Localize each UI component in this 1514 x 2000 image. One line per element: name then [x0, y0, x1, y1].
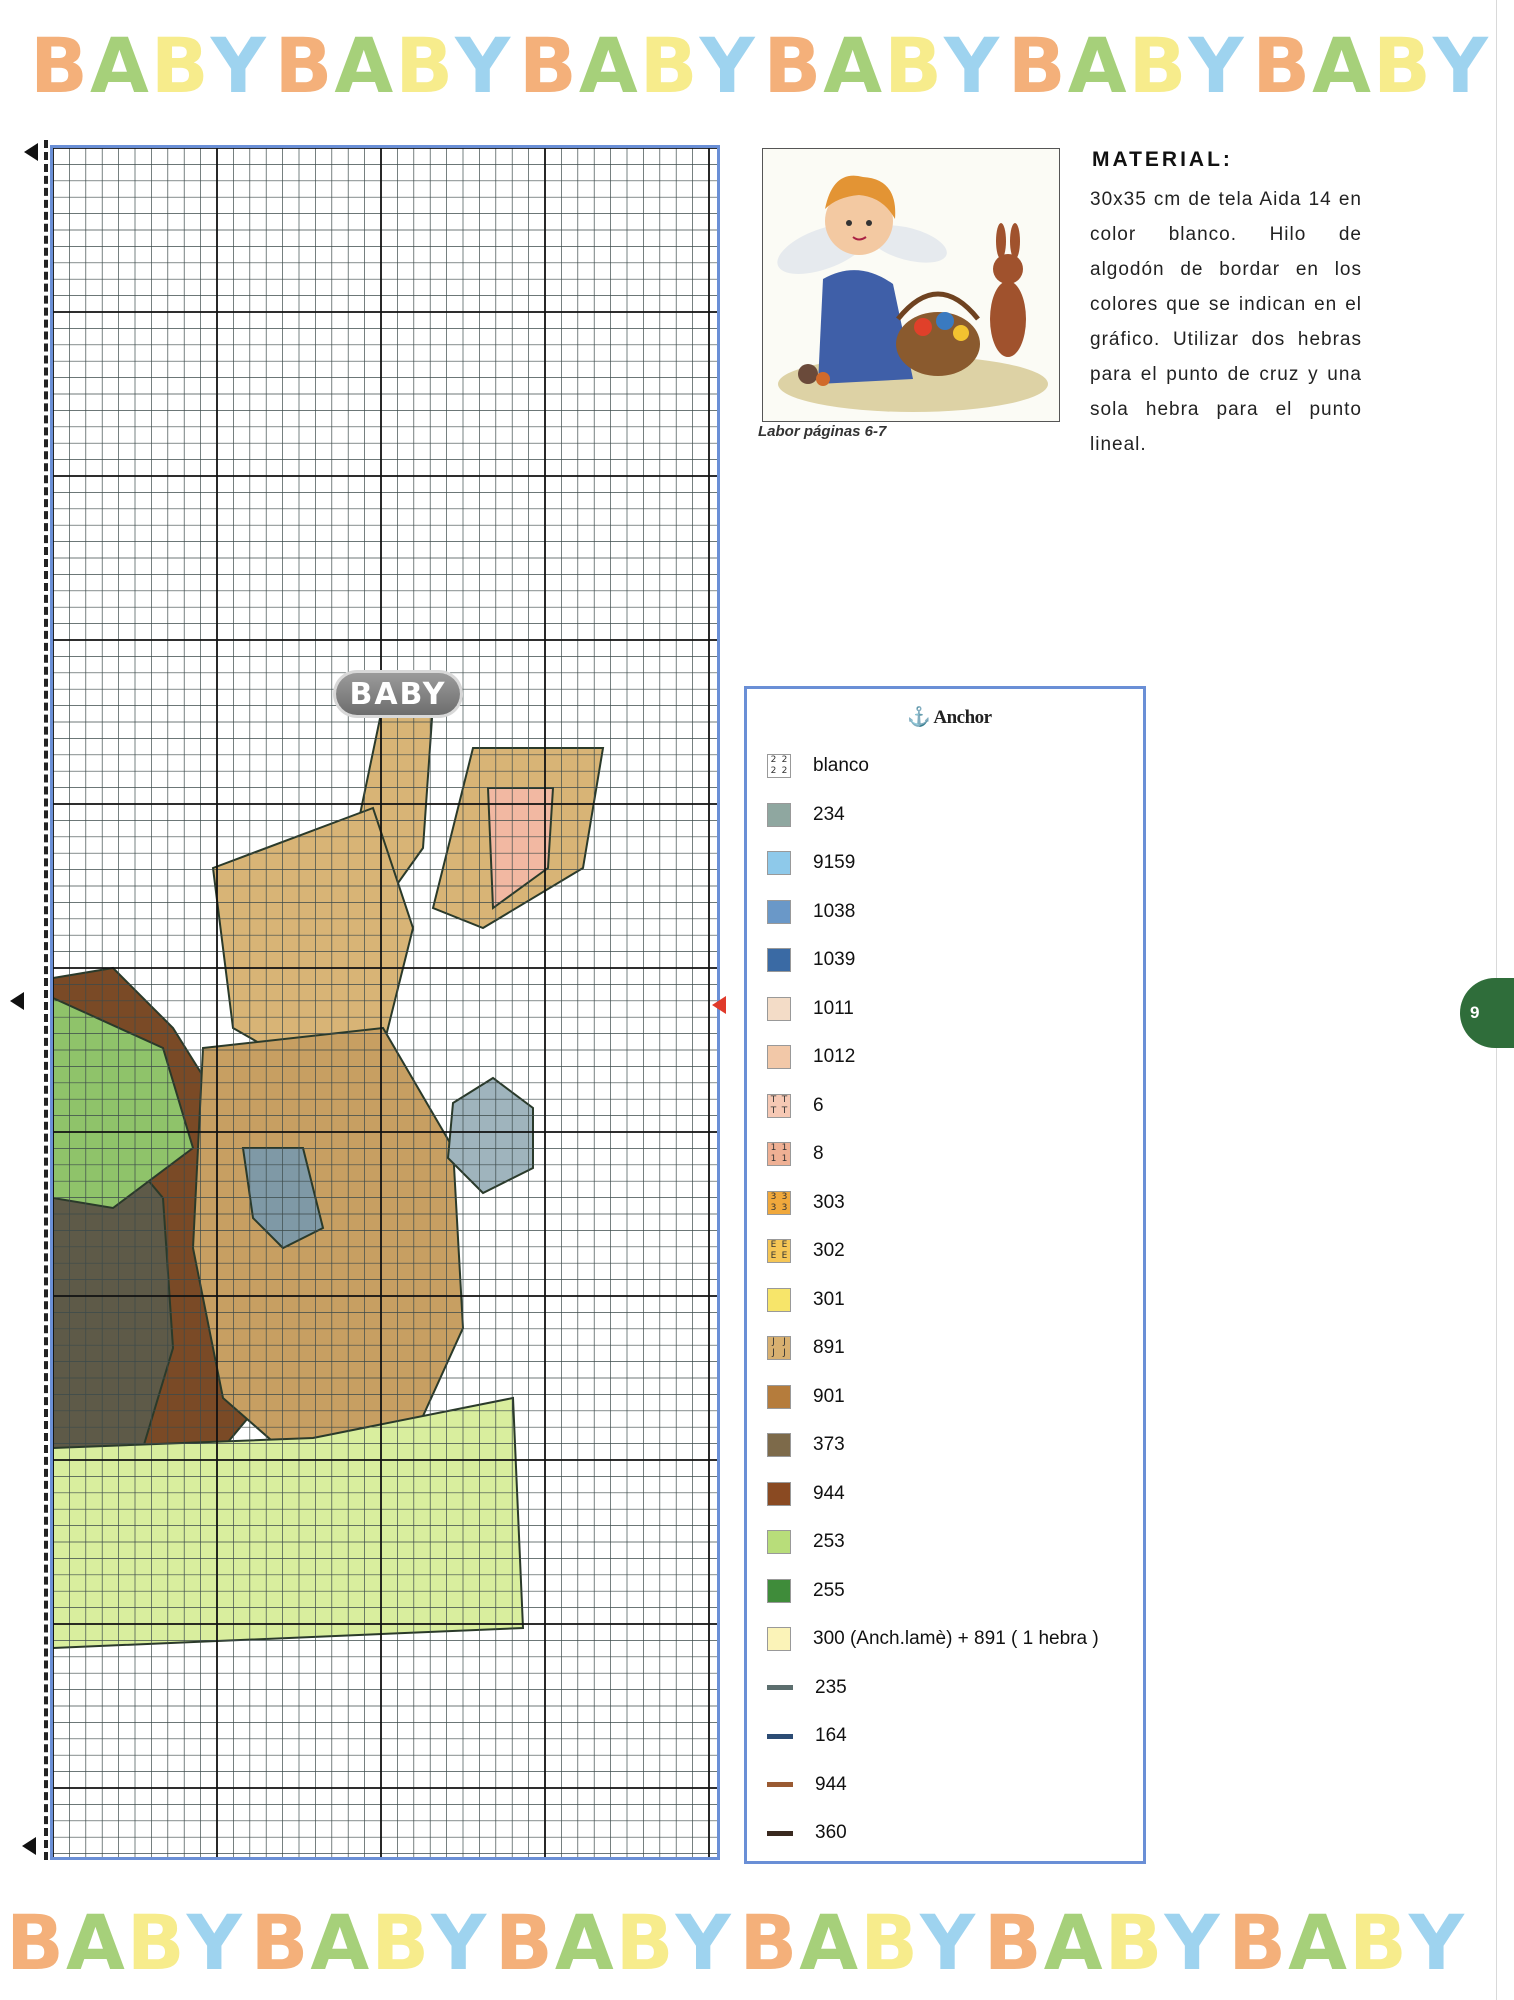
legend-item [767, 1624, 1099, 1654]
swatch-symbol: 3 [770, 1202, 777, 1213]
guide-arrow-middle-icon [10, 992, 24, 1010]
banner-letter: Y [455, 20, 513, 110]
banner-letter: Y [431, 1897, 489, 1987]
banner-letter: B [274, 20, 335, 110]
banner-letter: B [1252, 20, 1313, 110]
swatch-symbol: T [781, 1105, 788, 1116]
swatch-symbol: 1 [770, 1154, 777, 1164]
banner-letter: B [763, 20, 824, 110]
banner-letter: A [1288, 1897, 1349, 1987]
banner-letter: B [884, 20, 945, 110]
swatch-symbol: 2 [770, 755, 777, 765]
banner-letter: Y [920, 1897, 978, 1987]
banner-letter: A [65, 1897, 127, 1987]
banner-letter: Y [210, 20, 268, 110]
legend-item-label: 1011 [813, 997, 854, 1019]
top-banner [30, 20, 1490, 110]
thread-color-swatch [767, 851, 791, 875]
legend-item-label: 8 [813, 1143, 824, 1164]
banner-letter: B [1007, 20, 1068, 110]
banner-letter: B [860, 1897, 921, 1987]
banner-letter: A [578, 20, 640, 110]
thread-color-swatch [767, 1530, 791, 1554]
legend-item [767, 1721, 847, 1751]
chart-logo-text: BABY [349, 676, 447, 712]
thread-color-swatch [767, 1433, 791, 1457]
legend-item [767, 1091, 824, 1121]
banner-letter: B [639, 20, 700, 110]
center-marker-icon [712, 996, 726, 1014]
banner-word [519, 21, 757, 110]
banner-letter: A [823, 20, 885, 110]
legend-item-label: 944 [813, 1482, 845, 1504]
cross-stitch-chart [50, 145, 720, 1860]
legend-item [767, 1527, 845, 1557]
banner-word [6, 1898, 244, 1987]
banner-word [763, 21, 1001, 110]
banner-letter: Y [699, 20, 757, 110]
thread-color-swatch [767, 1482, 791, 1506]
swatch-symbol: E [770, 1240, 777, 1250]
banner-letter: Y [1188, 20, 1246, 110]
banner-word [739, 1898, 977, 1987]
page-number: 9 [1470, 1003, 1480, 1022]
backstitch-line-swatch [767, 1734, 793, 1739]
banner-letter: B [1104, 1897, 1165, 1987]
thread-color-swatch [767, 997, 791, 1021]
legend-item-label: 901 [813, 1385, 845, 1407]
banner-word [274, 21, 512, 110]
banner-letter: B [615, 1897, 676, 1987]
swatch-symbol: 1 [781, 1154, 788, 1164]
banner-word [1228, 1898, 1466, 1987]
guide-arrow-bottom-icon [22, 1837, 36, 1855]
legend-item [767, 1430, 845, 1460]
banner-letter: B [30, 20, 90, 110]
swatch-symbol: 1 [770, 1143, 777, 1153]
legend-item-label: 255 [813, 1579, 845, 1601]
banner-letter: B [395, 20, 456, 110]
legend-item-label: 6 [813, 1094, 824, 1116]
swatch-symbol: 3 [770, 1191, 777, 1202]
material-text: 30x35 cm de tela Aida 14 en color blanco. Hilo de algodón de bordar en los colores que se indican en el gráfico. Utilizar dos hebras para el punto de cruz y una sola hebra para el punto lineal. [1090, 189, 1362, 455]
legend-item-label: 1038 [813, 900, 856, 922]
legend-item [767, 751, 869, 781]
banner-letter: Y [1432, 20, 1490, 110]
legend-item-label: 1039 [813, 949, 856, 970]
angel-bunny-illustration [763, 149, 1059, 421]
anchor-brand-text: Anchor [933, 707, 992, 728]
banner-letter: B [1128, 20, 1189, 110]
backstitch-line-swatch [767, 1782, 793, 1787]
legend-item-label: 944 [815, 1773, 847, 1795]
banner-letter: Y [675, 1897, 733, 1987]
thread-color-swatch [767, 1045, 791, 1069]
legend-item [767, 1285, 845, 1315]
legend-item [767, 848, 855, 878]
banner-letter: B [1348, 1897, 1409, 1987]
banner-letter: B [126, 1897, 187, 1987]
legend-item [767, 1770, 847, 1800]
legend-item [767, 945, 855, 975]
finished-work-photo [762, 148, 1060, 422]
chart-logo [336, 673, 460, 715]
banner-word [1008, 21, 1246, 110]
banner-letter: Y [1164, 1897, 1222, 1987]
thread-color-swatch [767, 754, 791, 778]
swatch-symbol: J [772, 1348, 775, 1358]
banner-word [495, 1898, 733, 1987]
photo-caption: Labor páginas 6-7 [758, 423, 887, 440]
banner-letter: B [150, 20, 211, 110]
banner-letter: B [1228, 1897, 1289, 1987]
banner-letter: B [1372, 20, 1433, 110]
backstitch-line-swatch [767, 1831, 793, 1836]
swatch-symbol: J [772, 1337, 775, 1347]
legend-item-label: 303 [813, 1191, 845, 1213]
thread-color-swatch [767, 1288, 791, 1312]
banner-letter: A [89, 20, 151, 110]
swatch-symbol: J [783, 1348, 786, 1358]
thread-color-swatch [767, 1191, 791, 1215]
swatch-symbol: 1 [781, 1143, 788, 1153]
legend-item-label: 235 [815, 1676, 847, 1698]
material-title: MATERIAL: [1092, 148, 1233, 171]
swatch-symbol: 2 [781, 766, 788, 776]
legend-item [767, 1042, 855, 1072]
thread-color-swatch [767, 900, 791, 924]
banner-letter: B [494, 1897, 555, 1987]
banner-letter: A [1312, 20, 1373, 110]
legend-item [767, 1188, 845, 1218]
swatch-symbol: 2 [770, 766, 777, 776]
banner-letter: B [6, 1897, 66, 1987]
legend-item [767, 1818, 847, 1848]
swatch-symbol: 3 [781, 1202, 788, 1213]
thread-color-swatch [767, 1627, 791, 1651]
legend-item [767, 994, 854, 1024]
banner-letter: B [518, 20, 579, 110]
legend-item-label: 373 [813, 1434, 845, 1455]
banner-letter: Y [944, 20, 1002, 110]
swatch-symbol: E [770, 1251, 777, 1261]
cut-guide-line [44, 140, 48, 1860]
legend-item [767, 1479, 845, 1509]
legend-item [767, 1382, 845, 1412]
page-number-badge [1460, 978, 1514, 1048]
legend-item-label: 360 [815, 1822, 847, 1843]
thread-color-swatch [767, 1385, 791, 1409]
swatch-symbol: 2 [781, 755, 788, 765]
legend-item [767, 800, 845, 830]
banner-letter: B [739, 1897, 800, 1987]
banner-letter: A [799, 1897, 861, 1987]
banner-letter: A [1043, 1897, 1105, 1987]
egg-shape [448, 1078, 533, 1193]
legend-item [767, 897, 855, 927]
thread-color-swatch [767, 1142, 791, 1166]
legend-item [767, 1139, 824, 1169]
legend-item-label: 301 [813, 1288, 845, 1310]
legend-item-label: 302 [813, 1240, 845, 1261]
swatch-symbol: T [770, 1094, 777, 1105]
swatch-symbol: T [770, 1105, 777, 1116]
legend-item [767, 1333, 845, 1363]
thread-legend [744, 686, 1146, 1864]
banner-letter: A [310, 1897, 372, 1987]
banner-letter: B [983, 1897, 1044, 1987]
legend-item-label: blanco [813, 755, 869, 776]
banner-word [1252, 21, 1490, 110]
thread-color-swatch [767, 1094, 791, 1118]
bottom-banner [6, 1897, 1466, 1987]
banner-letter: A [554, 1897, 616, 1987]
legend-item-label: 253 [813, 1531, 845, 1552]
banner-letter: Y [186, 1897, 244, 1987]
swatch-symbol: E [781, 1251, 788, 1261]
legend-item-label: 9159 [813, 852, 856, 873]
guide-arrow-top-icon [24, 143, 38, 161]
legend-item-label: 300 (Anch.lamè) + 891 ( 1 hebra ) [813, 1628, 1099, 1649]
banner-word [30, 21, 268, 110]
legend-item-label: 1012 [813, 1046, 856, 1067]
legend-item [767, 1673, 847, 1703]
swatch-symbol: E [781, 1240, 788, 1250]
swatch-symbol: J [783, 1337, 786, 1347]
thread-color-swatch [767, 803, 791, 827]
banner-letter: A [334, 20, 396, 110]
thread-color-swatch [767, 1239, 791, 1263]
banner-word [984, 1898, 1222, 1987]
thread-color-swatch [767, 1579, 791, 1603]
anchor-brand: ⚓ Anchor [907, 707, 992, 728]
backstitch-line-swatch [767, 1685, 793, 1690]
banner-letter: B [371, 1897, 432, 1987]
banner-letter: A [1067, 20, 1129, 110]
legend-item [767, 1236, 845, 1266]
banner-letter: Y [1408, 1897, 1466, 1987]
swatch-symbol: 3 [781, 1191, 788, 1202]
banner-letter: B [250, 1897, 311, 1987]
swatch-symbol: T [781, 1094, 788, 1105]
thread-color-swatch [767, 948, 791, 972]
banner-word [250, 1898, 488, 1987]
thread-color-swatch [767, 1336, 791, 1360]
chart-grid [53, 148, 717, 1857]
legend-item-label: 891 [813, 1337, 845, 1358]
legend-item-label: 164 [815, 1725, 847, 1746]
legend-item [767, 1576, 845, 1606]
legend-item-label: 234 [813, 803, 845, 825]
